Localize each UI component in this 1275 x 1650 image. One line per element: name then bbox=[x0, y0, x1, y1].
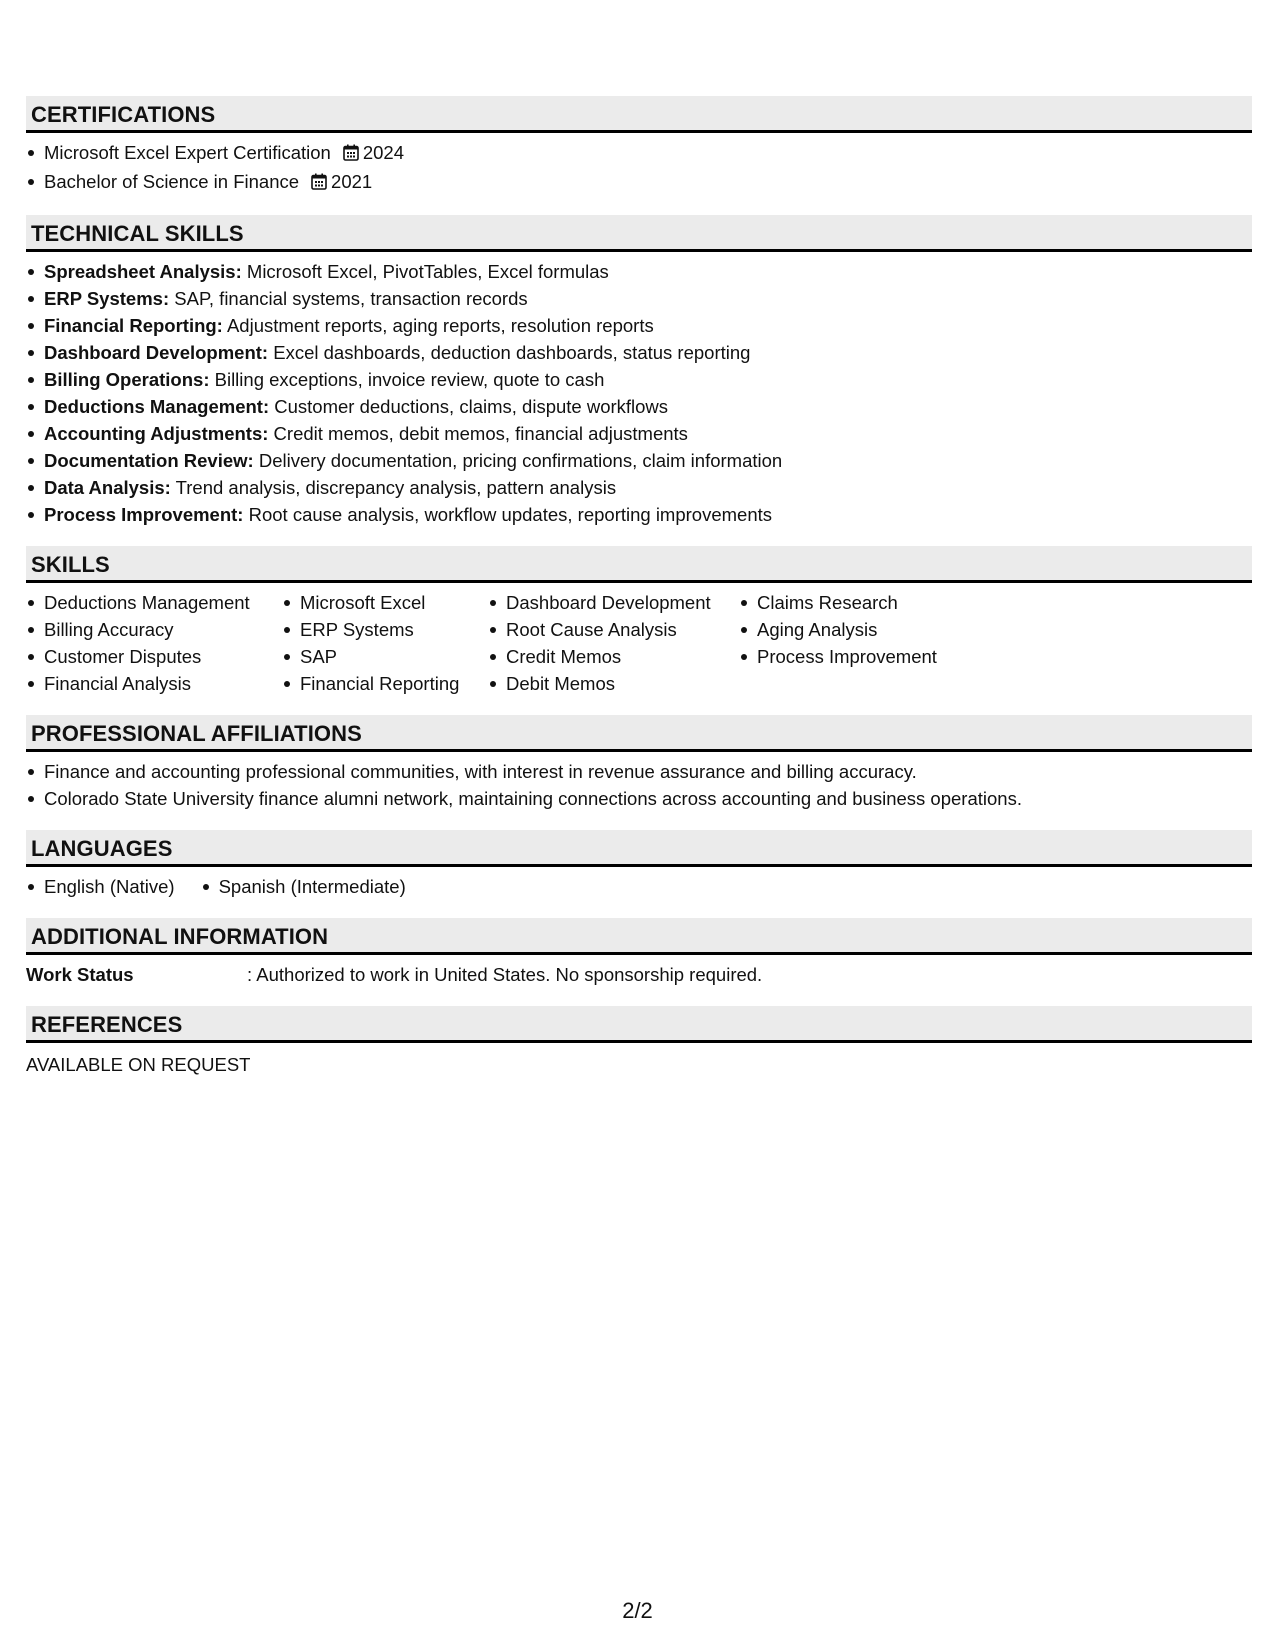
technical-skill-item bbox=[26, 312, 1252, 339]
certification-item bbox=[26, 168, 1252, 197]
technical-skill-item bbox=[26, 339, 1252, 366]
languages-section bbox=[26, 830, 1252, 900]
skill-category: Deductions Management: bbox=[44, 396, 270, 417]
skill-details: Root cause analysis, workflow updates, reporting improvements bbox=[248, 504, 772, 525]
affiliation-item: Colorado State University finance alumni network, maintaining connections across accounting and business operations. bbox=[26, 785, 1252, 812]
languages-list bbox=[26, 873, 175, 900]
certifications-section bbox=[26, 96, 1252, 197]
skills-column bbox=[488, 589, 739, 697]
skill-details: Microsoft Excel, PivotTables, Excel formulas bbox=[246, 261, 609, 282]
language-item: English (Native) bbox=[26, 873, 175, 900]
languages-row bbox=[26, 873, 1252, 900]
skill-item: Root Cause Analysis bbox=[488, 616, 739, 643]
skill-details: Delivery documentation, pricing confirmations, claim information bbox=[258, 450, 783, 471]
skill-item: Billing Accuracy bbox=[26, 616, 282, 643]
certification-year: 2021 bbox=[331, 171, 373, 192]
section-heading: SKILLS bbox=[26, 546, 1252, 583]
skill-category: Data Analysis: bbox=[44, 477, 171, 498]
affiliations-section bbox=[26, 715, 1252, 812]
skill-category: Financial Reporting: bbox=[44, 315, 223, 336]
skill-details: Adjustment reports, aging reports, resolution reports bbox=[226, 315, 654, 336]
skill-category: Accounting Adjustments: bbox=[44, 423, 269, 444]
section-heading: CERTIFICATIONS bbox=[26, 96, 1252, 133]
affiliations-list bbox=[26, 758, 1252, 812]
skill-details: Billing exceptions, invoice review, quote to cash bbox=[214, 369, 605, 390]
skill-item: Deductions Management bbox=[26, 589, 282, 616]
calendar-icon bbox=[311, 170, 327, 197]
additional-info-section bbox=[26, 918, 1252, 988]
technical-skill-item bbox=[26, 285, 1252, 312]
skill-category: Billing Operations: bbox=[44, 369, 210, 390]
technical-skills-list bbox=[26, 258, 1252, 528]
skill-category: Process Improvement: bbox=[44, 504, 244, 525]
skill-details: Credit memos, debit memos, financial adjustments bbox=[273, 423, 688, 444]
skills-column bbox=[282, 589, 488, 697]
skill-item: ERP Systems bbox=[282, 616, 488, 643]
skill-category: Dashboard Development: bbox=[44, 342, 269, 363]
skill-item: Debit Memos bbox=[488, 670, 739, 697]
work-status-row bbox=[26, 961, 1252, 988]
skills-section bbox=[26, 546, 1252, 697]
skill-category: ERP Systems: bbox=[44, 288, 170, 309]
certification-year: 2024 bbox=[362, 142, 404, 163]
certifications-list bbox=[26, 139, 1252, 197]
skill-details: Excel dashboards, deduction dashboards, status reporting bbox=[273, 342, 751, 363]
skill-details: Trend analysis, discrepancy analysis, pattern analysis bbox=[175, 477, 617, 498]
skill-item: Credit Memos bbox=[488, 643, 739, 670]
skill-item: SAP bbox=[282, 643, 488, 670]
skill-category: Documentation Review: bbox=[44, 450, 254, 471]
work-status-value: : Authorized to work in United States. No sponsorship required. bbox=[247, 964, 763, 985]
calendar-icon bbox=[343, 141, 359, 168]
section-heading: ADDITIONAL INFORMATION bbox=[26, 918, 1252, 955]
technical-skill-item bbox=[26, 420, 1252, 447]
certification-item bbox=[26, 139, 1252, 168]
skill-item: Dashboard Development bbox=[488, 589, 739, 616]
technical-skill-item bbox=[26, 366, 1252, 393]
skill-item: Claims Research bbox=[739, 589, 999, 616]
section-heading: PROFESSIONAL AFFILIATIONS bbox=[26, 715, 1252, 752]
work-status-label: Work Status bbox=[26, 964, 134, 985]
skill-item: Customer Disputes bbox=[26, 643, 282, 670]
technical-skill-item bbox=[26, 474, 1252, 501]
languages-list bbox=[201, 873, 406, 900]
skill-item: Microsoft Excel bbox=[282, 589, 488, 616]
references-section bbox=[26, 1006, 1252, 1078]
skill-details: Customer deductions, claims, dispute workflows bbox=[274, 396, 669, 417]
resume-page bbox=[26, 96, 1252, 1096]
skill-item: Financial Reporting bbox=[282, 670, 488, 697]
page-number: 2/2 bbox=[622, 1598, 653, 1623]
skill-details: SAP, financial systems, transaction records bbox=[174, 288, 528, 309]
certification-name: Microsoft Excel Expert Certification bbox=[44, 142, 331, 163]
section-heading: TECHNICAL SKILLS bbox=[26, 215, 1252, 252]
section-heading: REFERENCES bbox=[26, 1006, 1252, 1043]
language-item: Spanish (Intermediate) bbox=[201, 873, 406, 900]
skills-column bbox=[739, 589, 999, 697]
affiliation-item: Finance and accounting professional communities, with interest in revenue assurance and billing accuracy. bbox=[26, 758, 1252, 785]
technical-skill-item bbox=[26, 447, 1252, 474]
certification-name: Bachelor of Science in Finance bbox=[44, 171, 300, 192]
skill-category: Spreadsheet Analysis: bbox=[44, 261, 242, 282]
references-text: AVAILABLE ON REQUEST bbox=[26, 1054, 251, 1075]
technical-skills-section bbox=[26, 215, 1252, 528]
skill-item: Process Improvement bbox=[739, 643, 999, 670]
section-heading: LANGUAGES bbox=[26, 830, 1252, 867]
skill-item: Financial Analysis bbox=[26, 670, 282, 697]
technical-skill-item bbox=[26, 501, 1252, 528]
technical-skill-item bbox=[26, 393, 1252, 420]
technical-skill-item bbox=[26, 258, 1252, 285]
skills-column bbox=[26, 589, 282, 697]
skill-item: Aging Analysis bbox=[739, 616, 999, 643]
skills-columns bbox=[26, 589, 1252, 697]
